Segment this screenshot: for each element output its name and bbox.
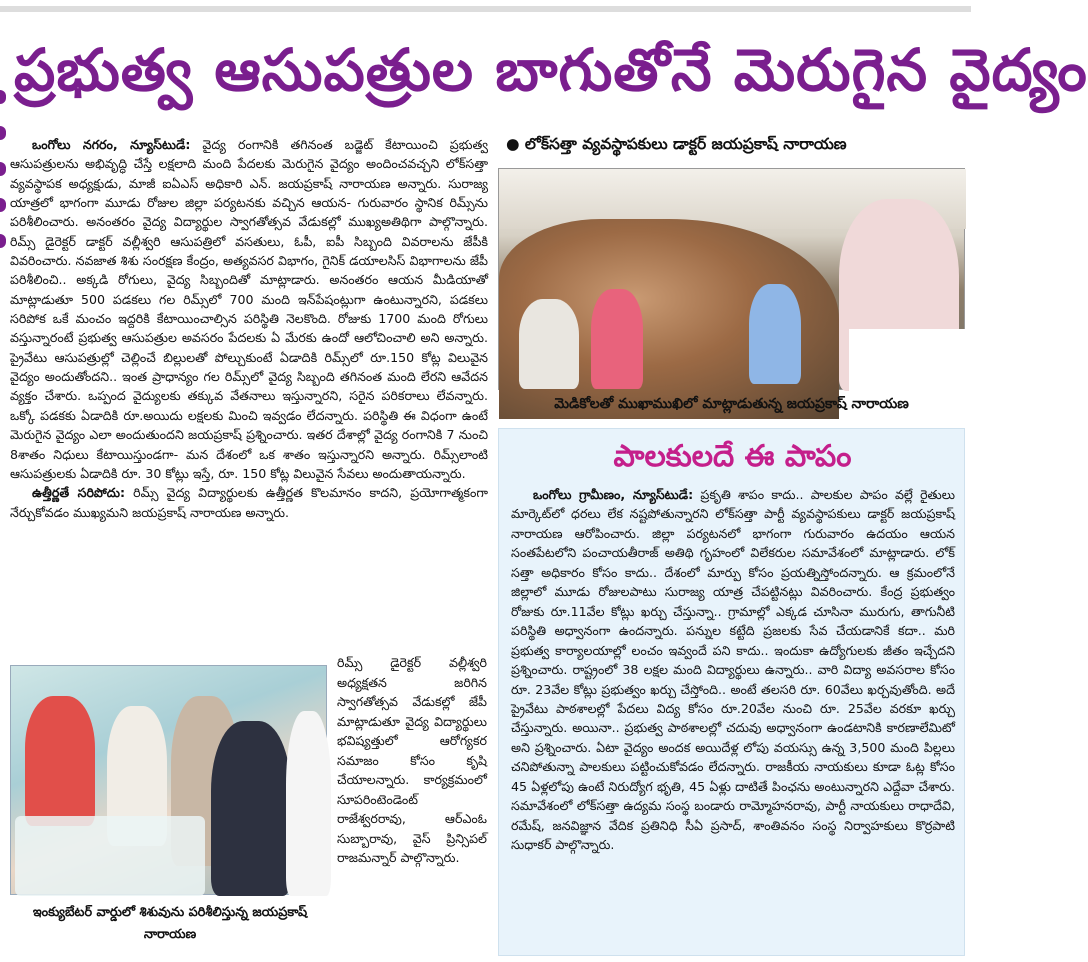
side-dateline: ఒంగోలు గ్రామీణం, న్యూస్‌టుడే: [533, 487, 694, 502]
side-article-title: పాలకులదే ఈ పాపం [613, 439, 852, 474]
top-rule [0, 6, 971, 12]
podium [849, 329, 966, 391]
photo2-caption: మెడికోలతో ముఖాముఖిలో మాట్లాడుతున్న జయప్రకాష్ నారాయణ [554, 396, 909, 412]
byline: ● లోక్‌సత్తా వ్యవస్థాపకులు డాక్టర్ జయప్రకాష్ నారాయణ [506, 135, 847, 153]
medicos-meeting-photo [498, 168, 965, 390]
left-margin-marks [0, 90, 8, 310]
main-dateline: ఒంగోలు నగరం, న్యూస్‌టుడే: [32, 137, 191, 152]
margin-mark [0, 162, 6, 176]
subhead: ఉత్తీర్ణతే సరిపోదు: [32, 485, 126, 501]
photo-figure [25, 696, 95, 826]
audience-member [591, 289, 643, 389]
incubator-ward-photo [10, 665, 327, 895]
audience-member [749, 284, 801, 384]
audience-member [519, 299, 579, 389]
side-article-box [498, 428, 965, 956]
photo-figure [286, 711, 331, 896]
margin-mark [0, 90, 6, 104]
main-article-continuation: రిమ్స్ డైరెక్టర్ వల్లీశ్వరి అధ్యక్షతన జరిగిన స్వాగతోత్సవ వేడుకల్లో జేపీ మాట్లాడుతూ వైద్య విద్యార్థులు భవిష్యత్తులో ఆరోగ్యకర సమాజం కోసం కృషి చేయాలన్నారు. కార్యక్రమంలో సూపరింటెండెంట్ రాజేశ్వరరావు, ఆర్ఎంఓ సుబ్బారావు, వైస్ ప్రిన్సిపల్ రాజమన్నార్ పాల్గొన్నారు. [337, 655, 487, 865]
side-article-paragraph [511, 485, 955, 855]
photo-figure [211, 721, 291, 896]
subhead-body: రిమ్స్ వైద్య విద్యార్థులకు ఉత్తీర్ణత కొలమానం కాదని, ప్రయోగాత్మకంగా నేర్చుకోవడం ముఖ్యమని జయప్రకాష్ నారాయణ అన్నారు. [10, 485, 488, 520]
side-article-body: ప్రకృతి శాపం కాదు.. పాలకుల పాపం వల్లే రైతులు మార్కెట్‌లో ధరలు లేక నష్టపోతున్నారని లోక్‌సత్తా పార్టీ వ్యవస్థాపకులు డాక్టర్ జయప్రకాష్ నారాయణ ఆరోపించారు. జిల్లా పర్యటనలో భాగంగా గురువారం ఉదయం ఆయన సంతపేటలోని పంచాయతీరాజ్ అతిథి గృహంలో విలేకరుల సమావేశంలో మాట్లాడారు. లోక్ సత్తా అధికారం కోసం కాదు.. దేశంలో మార్పు కోసం ప్రయత్నిస్తోందన్నారు. ఆ క్రమంలోనే జిల్లాలో మూడు రోజులపాటు సురాజ్య యాత్ర చేపట్టినట్లు వివరించారు. కేంద్ర ప్రభుత్వం రోజుకు రూ.11వేల కోట్లు ఖర్చు చేస్తున్నా.. గ్రామాల్లో ఎక్కడ చూసినా మురుగు, తాగునీటి పరిస్థితి అధ్వానంగా ఉందన్నారు. పన్నుల కట్టేది ప్రజలకు సేవ చేయడానికే కదా.. మరి ప్రభుత్వ కార్యాలయాల్లో లంచం ఇవ్వందే పని కాదు.. ఇందుకా ఉద్యోగులకు జీతం ఇచ్చేదని ప్రశ్నించారు. రాష్ట్రంలో 38 లక్షల మంది విద్యార్థులు ఉన్నారు.. వారి విద్యా అవసరాల కోసం రూ. 23వేల కోట్లు ప్రభుత్వం ఖర్చు చేస్తోంది.. అంటే తలసరి రూ. 60వేలు ఖర్చవుతోంది. అదే ప్రైవేటు పాఠశాలల్లో పేదలు విద్య కోసం రూ.20వేల నుంచి రూ. 25వేల వరకూ ఖర్చు చేస్తున్నారు. అయినా.. ప్రభుత్వ పాఠశాలల్లో చదువు అధ్వానంగా ఉండటానికి కారణాలేమిటో అని ప్రశ్నించారు. ఏటా వైద్యం అందక అయిదేళ్ల లోపు వయస్సు ఉన్న 3,500 మంది పిల్లలు చనిపోతున్నా పాలకులు పట్టించుకోవడం లేదన్నారు. రాజకీయ నాయకులు కూడా ఓట్ల కోసం 45 ఏళ్లలోపు ఉంటే నిరుద్యోగ భృతి, 45 ఏళ్లు దాటితే పింఛను అంటున్నారని ఎద్దేవా చేశారు. సమావేశంలో లోక్‌సత్తా ఉద్యమ సంస్థ బండారు రామ్మోహనరావు, పార్టీ నాయకులు రాధాదేవి, రమేష్, జనవిజ్ఞాన వేదిక ప్రతినిధి సీఏ ప్రసాద్, శాంతివనం సంస్థ నిర్వాహకులు కొర్రపాటి సుధాకర్ పాల్గొన్నారు. [511, 487, 955, 853]
margin-mark [0, 126, 6, 140]
main-article-body: వైద్య రంగానికి తగినంత బడ్జెట్ కేటాయించి ప్రభుత్వ ఆసుపత్రులను అభివృద్ధి చేస్తే లక్షలాది మంది పేదలకు మెరుగైన వైద్యం అందించవచ్చని లోక్‌సత్తా వ్యవస్థాపక అధ్యక్షుడు, మాజీ ఐఏఎస్ అధికారి ఎన్. జయప్రకాష్ నారాయణ అన్నారు. సురాజ్య యాత్రలో భాగంగా మూడు రోజుల జిల్లా పర్యటనకు వచ్చిన ఆయన- గురువారం స్థానిక రిమ్స్‌ను పరిశీలించారు. అనంతరం వైద్య విద్యార్థుల స్వాగతోత్సవ వేడుకల్లో ముఖ్యఅతిథిగా పాల్గొన్నారు. రిమ్స్ డైరెక్టర్ డాక్టర్ వల్లీశ్వరి ఆసుపత్రిలో వసతులు, ఓపీ, ఐపీ సిబ్బంది వివరాలను జేపీకి వివరించారు. నవజాత శిశు సంరక్షణ కేంద్రం, అత్యవసర విభాగం, గైనిక్ డయాలసిస్ విభాగాలను జేపీ పరిశీలించి.. అక్కడి రోగులు, వైద్య సిబ్బందితో మాట్లాడారు. అనంతరం ఆయన మీడియాతో మాట్లాడుతూ 500 పడకలు గల రిమ్స్‌లో 700 మంది ఇన్‌పేషంట్లుగా ఉంటున్నారని, పడకలు సరిపోక ఒకే మంచం ఇద్దరికి కేటాయించాల్సిన పరిస్థితి నెలకొంది. రోజుకు 1700 మంది రోగులు వస్తున్నారంటే ప్రభుత్వ ఆసుపత్రుల అవసరం పేదలకు ఏ మేరకు ఉందో ఆలోచించాలి అని అన్నారు. ప్రైవేటు ఆసుపత్రుల్లో చెల్లించే బిల్లులతో పోల్చుకుంటే ఏడాదికి రిమ్స్‌లో రూ.150 కోట్ల విలువైన వైద్యం అందుతోందని.. ఇంత ప్రాధాన్యం గల రిమ్స్‌లో వైద్య సిబ్బంది తగినంత మంది లేరని ఆవేదన వ్యక్తం చేశారు. ఒప్పంద వైద్యులకు తక్కువ వేతనాలు ఇస్తున్నారని, సరైన పరికరాలు లేవన్నారు. ఒక్కో పడకకు ఏడాదికి రూ.అయిదు లక్షలకు మించి ఇవ్వడం లేదన్నారు. పరిస్థితి ఈ విధంగా ఉంటే మెరుగైన వైద్యం ఎలా అందుతుందని జయప్రకాష్ ప్రశ్నించారు. ఇతర దేశాల్లో వైద్య రంగానికి 7 నుంచి 8శాతం నిధులు కేటాయిస్తుండగా- మన దేశంలో ఒక శాతం ఇస్తున్నారని అన్నారు. రిమ్స్‌లాంటి ఆసుపత్రులకు ఏడాదికి రూ. 30 కోట్లు ఇస్తే, రూ. 150 కోట్ల విలువైన సేవలు అందుతాయన్నారు. [10, 137, 488, 481]
headline: ప్రభుత్వ ఆసుపత్రుల బాగుతోనే మెరుగైన వైద్యం [14, 36, 1088, 104]
side-article-body-column [511, 485, 955, 951]
main-article-paragraph [10, 135, 488, 483]
subhead-paragraph [10, 483, 488, 522]
margin-mark [0, 234, 6, 248]
margin-mark [0, 198, 6, 212]
main-article-column [10, 135, 488, 645]
photo1-caption: ఇంక్యుబేటర్ వార్డులో శిశువును పరిశీలిస్తున్న జయప్రకాష్ నారాయణ [32, 905, 308, 942]
incubator [15, 816, 205, 896]
